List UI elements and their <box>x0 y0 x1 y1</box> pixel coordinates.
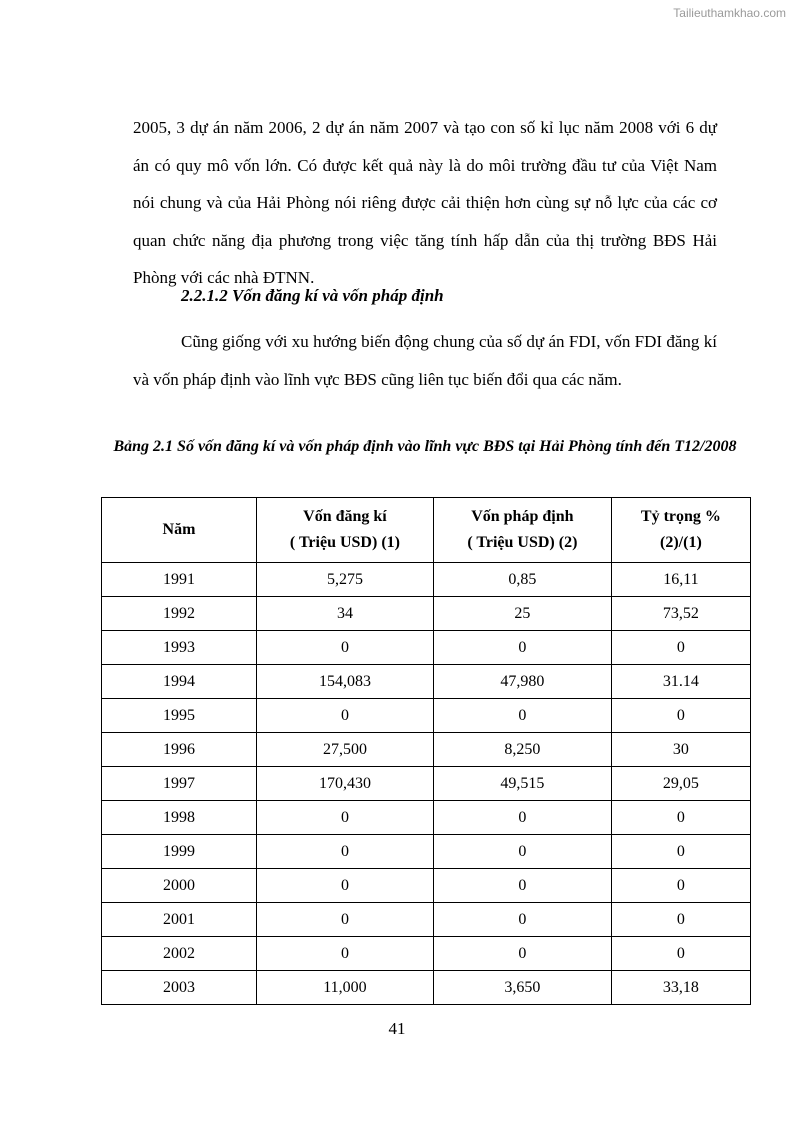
table-cell: 1994 <box>102 665 257 699</box>
table-row <box>102 699 751 733</box>
table-cell: 0 <box>433 869 611 903</box>
table-row <box>102 631 751 665</box>
table-cell: 5,275 <box>256 563 433 597</box>
table-row <box>102 903 751 937</box>
column-header: Vốn pháp định ( Triệu USD) (2) <box>433 498 611 563</box>
table-cell: 0 <box>611 835 750 869</box>
paragraph: Cũng giống với xu hướng biến động chung của số dự án FDI, vốn FDI đăng kí và vốn pháp định vào lĩnh vực BĐS cũng liên tục biến đổi qua các năm. <box>133 332 717 389</box>
table-cell: 0 <box>611 937 750 971</box>
table-cell: 34 <box>256 597 433 631</box>
table-cell: 0 <box>256 937 433 971</box>
table-cell: 2003 <box>102 971 257 1005</box>
table-cell: 0 <box>433 631 611 665</box>
table-row <box>102 597 751 631</box>
table-cell: 0 <box>433 699 611 733</box>
table-cell: 47,980 <box>433 665 611 699</box>
table-cell: 33,18 <box>611 971 750 1005</box>
column-header: Năm <box>102 498 257 563</box>
column-header: Tỷ trọng % (2)/(1) <box>611 498 750 563</box>
table-cell: 1995 <box>102 699 257 733</box>
table-cell: 73,52 <box>611 597 750 631</box>
table-cell: 1993 <box>102 631 257 665</box>
table-cell: 11,000 <box>256 971 433 1005</box>
table-row <box>102 563 751 597</box>
table-cell: 0 <box>611 801 750 835</box>
table-cell: 0 <box>611 869 750 903</box>
capital-table <box>101 497 751 1005</box>
table-cell: 2001 <box>102 903 257 937</box>
table-cell: 29,05 <box>611 767 750 801</box>
table-row <box>102 869 751 903</box>
table-cell: 3,650 <box>433 971 611 1005</box>
table-cell: 170,430 <box>256 767 433 801</box>
table-cell: 2000 <box>102 869 257 903</box>
table-cell: 1997 <box>102 767 257 801</box>
paragraph: 2005, 3 dự án năm 2006, 2 dự án năm 2007 và tạo con số kỉ lục năm 2008 với 6 dự án có quy mô vốn lớn. Có được kết quả này là do môi trường đầu tư của Việt Nam nói chung và của Hải Phòng nói riêng được cải thiện hơn cùng sự nỗ lực của các cơ quan chức năng địa phương trong việc tăng tính hấp dẫn của thị trường BĐS Hải Phòng với các nhà ĐTNN. <box>133 118 717 287</box>
table-cell: 1998 <box>102 801 257 835</box>
table-cell: 49,515 <box>433 767 611 801</box>
table-cell: 1991 <box>102 563 257 597</box>
table-cell: 0 <box>611 631 750 665</box>
table-cell: 31.14 <box>611 665 750 699</box>
table-row <box>102 937 751 971</box>
table-cell: 0 <box>256 631 433 665</box>
table-cell: 1996 <box>102 733 257 767</box>
table-cell: 16,11 <box>611 563 750 597</box>
table-row <box>102 665 751 699</box>
table-cell: 0 <box>611 903 750 937</box>
table-cell: 154,083 <box>256 665 433 699</box>
table-cell: 0 <box>256 903 433 937</box>
table-cell: 0 <box>256 835 433 869</box>
table-cell: 0 <box>433 801 611 835</box>
table-cell: 1999 <box>102 835 257 869</box>
table-cell: 0 <box>256 699 433 733</box>
table-row <box>102 801 751 835</box>
table-row <box>102 971 751 1005</box>
page-number: 41 <box>388 1019 406 1038</box>
table-cell: 0,85 <box>433 563 611 597</box>
table-cell: 0 <box>433 903 611 937</box>
table-cell: 0 <box>433 835 611 869</box>
table-row <box>102 733 751 767</box>
table-cell: 0 <box>256 801 433 835</box>
table-caption: Bảng 2.1 Số vốn đăng kí và vốn pháp định vào lĩnh vực BĐS tại Hải Phòng tính đến T12/2008 <box>113 438 737 455</box>
table-cell: 27,500 <box>256 733 433 767</box>
table-cell: 25 <box>433 597 611 631</box>
table-cell: 1992 <box>102 597 257 631</box>
section-heading: 2.2.1.2 Vốn đăng kí và vốn pháp định <box>181 286 444 305</box>
table-cell: 0 <box>611 699 750 733</box>
table-row <box>102 767 751 801</box>
watermark: Tailieuthamkhao.com <box>673 6 786 20</box>
table-cell: 8,250 <box>433 733 611 767</box>
table-header-row <box>102 498 751 563</box>
table-cell: 0 <box>256 869 433 903</box>
column-header: Vốn đăng kí ( Triệu USD) (1) <box>256 498 433 563</box>
table-cell: 30 <box>611 733 750 767</box>
table-cell: 2002 <box>102 937 257 971</box>
table-cell: 0 <box>433 937 611 971</box>
table-row <box>102 835 751 869</box>
